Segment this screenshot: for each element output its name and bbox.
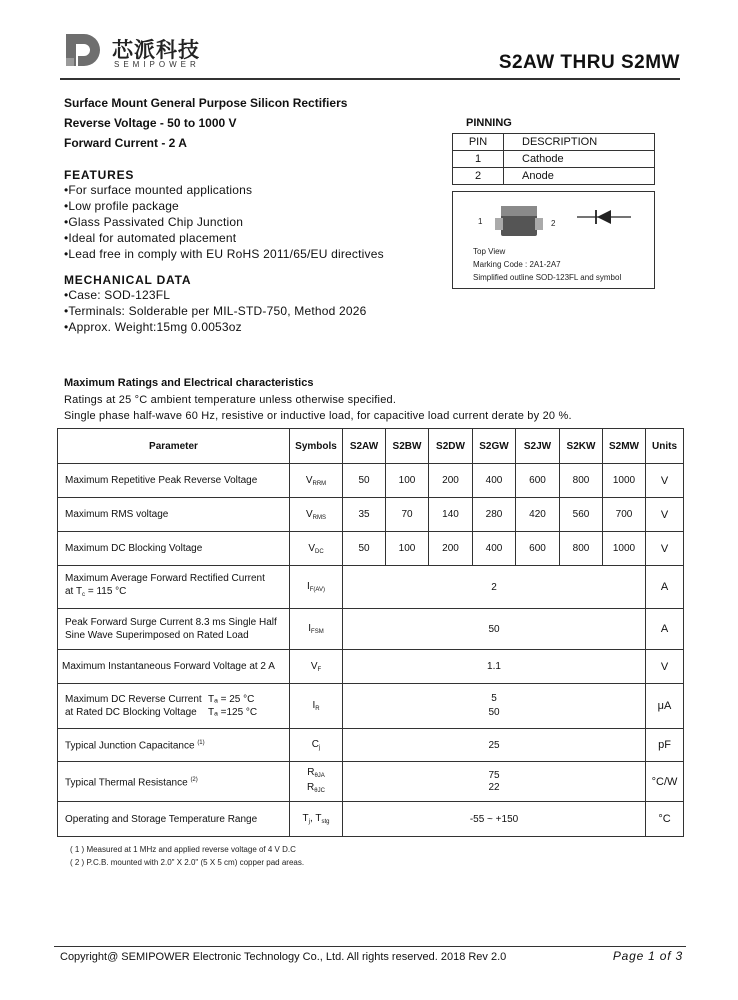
- part-header: S2GW: [473, 429, 516, 464]
- symbol-cell: [290, 762, 343, 802]
- value-cell: 280: [473, 498, 516, 532]
- value-cell: 800: [560, 532, 603, 566]
- symbol-cell: [290, 684, 343, 729]
- reverse-voltage-spec: Reverse Voltage - 50 to 1000 V: [64, 116, 237, 130]
- value-cell: 700: [603, 498, 646, 532]
- parameter-line: Peak Forward Surge Current 8.3 ms Single Half: [65, 617, 277, 628]
- table-row: [453, 168, 655, 185]
- value-line: 75: [488, 769, 500, 781]
- ratings-note: Ratings at 25 °C ambient temperature unless otherwise specified.: [64, 394, 397, 406]
- parameter-cell: [58, 609, 290, 650]
- symbol-cell: [290, 650, 343, 684]
- symbol-cell: [290, 729, 343, 762]
- pin1-label: 1: [478, 217, 483, 226]
- pin-column-header: PIN: [453, 134, 504, 151]
- value-cell: [343, 684, 646, 729]
- mechanical-heading: MECHANICAL DATA: [64, 273, 192, 287]
- symbol-letter: C: [311, 739, 319, 750]
- feature-item: •Low profile package: [64, 199, 179, 213]
- parameter-text: at Rated DC Blocking Voltage: [65, 707, 197, 718]
- top-view-label: Top View: [473, 247, 506, 256]
- unit-cell: °C: [646, 802, 684, 837]
- brand-name-chinese: 芯派科技: [112, 38, 200, 62]
- symbol-letter: R: [307, 781, 315, 793]
- symbol-letter: I: [308, 623, 312, 634]
- value-line: 5: [491, 693, 497, 704]
- table-row: [58, 464, 684, 498]
- part-header: S2DW: [429, 429, 473, 464]
- condition-text: Tₐ =125 °C: [208, 707, 258, 718]
- parameter-cell: [58, 729, 290, 762]
- pin-description: Anode: [504, 168, 655, 185]
- units-header: Units: [646, 429, 684, 464]
- table-row: [58, 498, 684, 532]
- value-cell: 100: [386, 532, 429, 566]
- symbol-subscript: FSM: [311, 629, 324, 635]
- feature-item: •For surface mounted applications: [64, 183, 253, 197]
- pin-description: Cathode: [504, 151, 655, 168]
- mechanical-item: •Approx. Weight:15mg 0.0053oz: [64, 320, 242, 334]
- parameter-line: [65, 706, 289, 719]
- value-cell: 420: [516, 498, 560, 532]
- unit-cell: V: [646, 650, 684, 684]
- symbol-cell: [290, 498, 343, 532]
- copyright-text: Copyright@ SEMIPOWER Electronic Technology Co., Ltd. All rights reserved. 2018 Rev 2.0: [60, 951, 507, 963]
- footnote-ref: (1): [197, 740, 205, 747]
- part-header: S2KW: [560, 429, 603, 464]
- footnote-ref: (2): [190, 776, 198, 783]
- value-line: 50: [488, 707, 500, 718]
- parameter-cell: [58, 566, 290, 609]
- part-header: S2BW: [386, 429, 429, 464]
- symbol-letter: V: [305, 474, 313, 486]
- footer-divider: [54, 946, 686, 947]
- symbol-cell: [290, 566, 343, 609]
- feature-item: •Glass Passivated Chip Junction: [64, 215, 244, 229]
- symbol-cell: [290, 532, 343, 566]
- symbol-cell: [290, 802, 343, 837]
- mechanical-item: •Case: SOD-123FL: [64, 288, 171, 302]
- value-cell: 560: [560, 498, 603, 532]
- ratings-title: Maximum Ratings and Electrical characteristics: [64, 377, 314, 389]
- semipower-logo-icon: [62, 30, 102, 70]
- value-cell: 50: [343, 609, 646, 650]
- footnote: ( 1 ) Measured at 1 MHz and applied reverse voltage of 4 V D.C: [70, 845, 296, 854]
- symbol-letter: I: [306, 581, 310, 592]
- symbol-subscript: F(AV): [309, 587, 325, 593]
- parameter-text: Maximum DC Reverse Current: [65, 694, 202, 705]
- feature-item: •Lead free in comply with EU RoHS 2011/65/EU directives: [64, 247, 384, 261]
- unit-cell: μA: [646, 684, 684, 729]
- unit-cell: A: [646, 609, 684, 650]
- diode-symbol-icon: [577, 207, 631, 227]
- parameter-text: Typical Thermal Resistance: [65, 777, 188, 789]
- ratings-note: Single phase half-wave 60 Hz, resistive or inductive load, for capacitive load current derate by 20 %.: [64, 410, 572, 422]
- parameter-cell: Operating and Storage Temperature Range: [58, 802, 290, 837]
- part-header: S2JW: [516, 429, 560, 464]
- symbols-header: Symbols: [290, 429, 343, 464]
- parameter-cell: Maximum RMS voltage: [58, 498, 290, 532]
- product-description: Surface Mount General Purpose Silicon Rectifiers: [64, 96, 348, 110]
- symbol-subscript: stg: [321, 819, 330, 825]
- mechanical-item: •Terminals: Solderable per MIL-STD-750, Method 2026: [64, 304, 367, 318]
- package-outline-box: [452, 191, 655, 289]
- symbol-subscript: RRM: [312, 480, 327, 487]
- condition-text: Tₐ = 25 °C: [208, 694, 255, 705]
- table-row: [58, 762, 684, 802]
- table-row: [58, 802, 684, 837]
- parameter-line: [65, 585, 289, 602]
- table-header-row: [58, 429, 684, 464]
- symbol-letter: , T: [309, 813, 322, 824]
- unit-cell: V: [646, 464, 684, 498]
- symbol-letter: I: [312, 700, 316, 711]
- value-cell: 200: [429, 532, 473, 566]
- condition-subscript: c: [82, 592, 86, 598]
- pin-number: 2: [453, 168, 504, 185]
- parameter-line: [65, 693, 289, 706]
- parameter-cell: Maximum Repetitive Peak Reverse Voltage: [58, 464, 290, 498]
- outline-caption: Simplified outline SOD-123FL and symbol: [473, 273, 622, 282]
- symbol-cell: [290, 464, 343, 498]
- symbol-line: [290, 782, 342, 797]
- document-title: S2AW THRU S2MW: [498, 52, 680, 73]
- symbol-letter: T: [302, 813, 309, 824]
- value-cell: 200: [429, 464, 473, 498]
- value-cell: 25: [343, 729, 646, 762]
- sod123fl-package-icon: [491, 204, 547, 240]
- parameter-cell: Maximum Instantaneous Forward Voltage at 2 A: [58, 650, 290, 684]
- table-row: [58, 650, 684, 684]
- symbol-subscript: θJA: [314, 772, 325, 779]
- forward-current-spec: Forward Current - 2 A: [64, 136, 187, 150]
- value-cell: 2: [343, 566, 646, 609]
- parameter-cell: [58, 762, 290, 802]
- value-cell: 400: [473, 532, 516, 566]
- symbol-subscript: F: [317, 666, 322, 673]
- unit-cell: V: [646, 498, 684, 532]
- symbol-subscript: θJC: [314, 787, 325, 794]
- unit-cell: A: [646, 566, 684, 609]
- parameter-line: Maximum Average Forward Rectified Current: [65, 573, 265, 584]
- symbol-subscript: R: [315, 706, 320, 712]
- table-row: [453, 151, 655, 168]
- pinning-title: PINNING: [466, 117, 512, 129]
- parameter-cell: Maximum DC Blocking Voltage: [58, 532, 290, 566]
- value-cell: 50: [343, 532, 386, 566]
- value-cell: 140: [429, 498, 473, 532]
- parameter-text: Typical Junction Capacitance: [65, 740, 195, 752]
- value-cell: 70: [386, 498, 429, 532]
- condition-text: at T: [65, 586, 83, 597]
- part-header: S2AW: [343, 429, 386, 464]
- pinning-table: [452, 133, 655, 185]
- value-cell: 100: [386, 464, 429, 498]
- footnote: ( 2 ) P.C.B. mounted with 2.0" X 2.0" (5 X 5 cm) copper pad areas.: [70, 858, 305, 867]
- brand-name-english: SEMIPOWER: [114, 60, 200, 69]
- value-cell: 35: [343, 498, 386, 532]
- features-heading: FEATURES: [64, 168, 135, 182]
- symbol-line: [290, 767, 342, 782]
- marking-code: Marking Code : 2A1-2A7: [473, 260, 561, 269]
- description-column-header: DESCRIPTION: [504, 134, 655, 151]
- unit-cell: pF: [646, 729, 684, 762]
- value-cell: -55 ~ +150: [343, 802, 646, 837]
- symbol-subscript: DC: [315, 548, 324, 555]
- symbol-subscript: RMS: [312, 514, 326, 521]
- parameter-header: Parameter: [58, 429, 290, 464]
- symbol-letter: V: [305, 508, 313, 520]
- value-cell: 400: [473, 464, 516, 498]
- value-cell: 1000: [603, 532, 646, 566]
- value-cell: 1.1: [343, 650, 646, 684]
- value-cell: 600: [516, 464, 560, 498]
- table-row: [58, 532, 684, 566]
- header-divider: [60, 78, 680, 80]
- condition-text: = 115 °C: [85, 586, 127, 597]
- symbol-subscript: j: [318, 745, 321, 751]
- symbol-subscript: j: [308, 819, 310, 825]
- value-line: 22: [488, 781, 500, 793]
- unit-cell: V: [646, 532, 684, 566]
- parameter-cell: [58, 684, 290, 729]
- page-number: Page 1 of 3: [612, 949, 683, 963]
- pin2-label: 2: [551, 219, 556, 228]
- pinning-header-row: [453, 134, 655, 151]
- table-row: [58, 729, 684, 762]
- parameter-line: Sine Wave Superimposed on Rated Load: [65, 630, 249, 641]
- value-cell: [343, 762, 646, 802]
- part-header: S2MW: [603, 429, 646, 464]
- value-cell: 600: [516, 532, 560, 566]
- value-cell: 1000: [603, 464, 646, 498]
- symbol-letter: V: [308, 542, 315, 554]
- table-row: [58, 684, 684, 729]
- ratings-table: [57, 428, 684, 837]
- symbol-cell: [290, 609, 343, 650]
- symbol-letter: V: [310, 660, 318, 672]
- table-row: [58, 609, 684, 650]
- pin-number: 1: [453, 151, 504, 168]
- value-cell: 50: [343, 464, 386, 498]
- table-row: [58, 566, 684, 609]
- value-cell: 800: [560, 464, 603, 498]
- symbol-letter: R: [307, 766, 315, 778]
- feature-item: •Ideal for automated placement: [64, 231, 237, 245]
- unit-cell: °C/W: [646, 762, 684, 802]
